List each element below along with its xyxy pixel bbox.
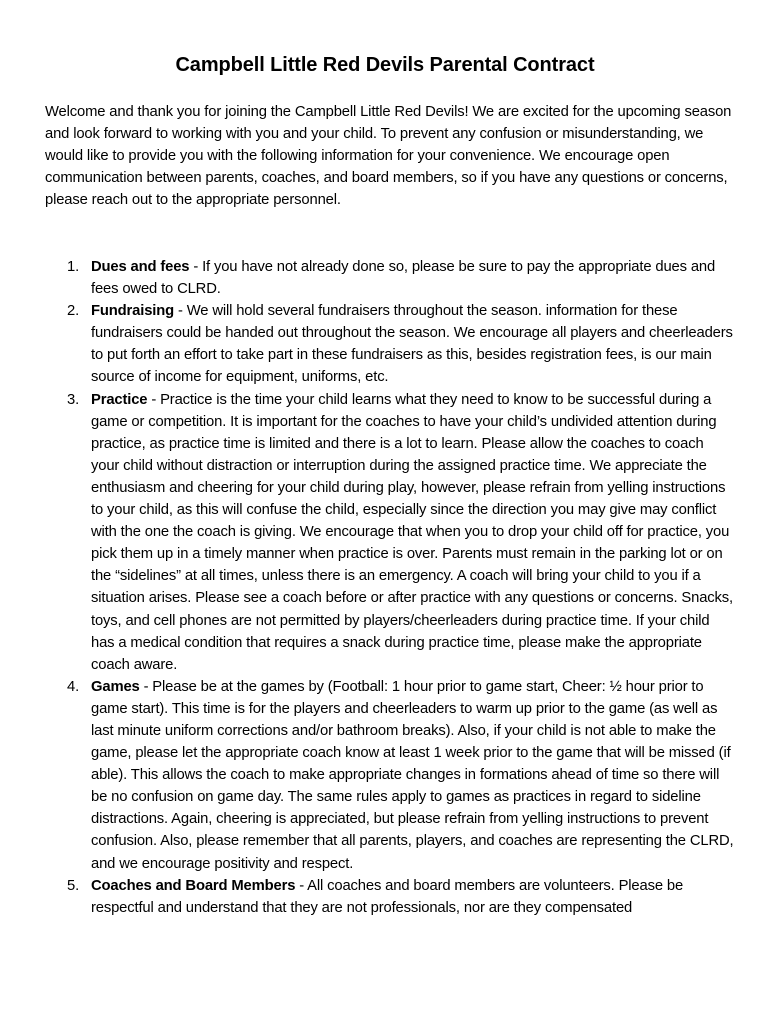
list-item xyxy=(45,300,735,388)
list-term: Games xyxy=(91,678,140,695)
intro-paragraph: Welcome and thank you for joining the Campbell Little Red Devils! We are excited for the upcoming season and look forward to working with you and your child. To prevent any confusion or misunderstanding, we would like to provide you with the following information for your convenience. We encourage open communication between parents, coaches, and board members, so if you have any questions or concerns, please reach out to the appropriate personnel. xyxy=(45,104,732,209)
document-title: Campbell Little Red Devils Parental Contract xyxy=(175,54,595,76)
list-item xyxy=(45,676,735,875)
list-item xyxy=(45,875,735,919)
list-item xyxy=(45,256,735,300)
list-term: Dues and fees xyxy=(91,259,190,275)
list-text: - We will hold several fundraisers throughout the season. information for these fundraisers could be handed out throughout the season. We encourage all players and cheerleaders to put forth an effort to take part in these fundraisers as this, besides registration fees, is our main source of income for equipment, uniforms, etc. xyxy=(91,303,733,386)
list-item xyxy=(45,389,735,676)
contract-list xyxy=(45,256,735,919)
list-text: - All coaches and board members are volunteers. Please be respectful and understand that they are not professionals, nor are they compensated xyxy=(91,877,684,916)
list-number: 1. xyxy=(67,259,80,275)
list-term: Fundraising xyxy=(91,303,175,320)
list-term: Practice xyxy=(91,391,148,408)
list-term: Coaches and Board Members xyxy=(91,877,296,894)
list-text: - Practice is the time your child learns what they need to know to be successful during a game or competition. It is important for the coaches to have your child’s undivided attention during practice, as practice time is limited and there is a lot to learn. Please allow the coaches to coach your child without distraction or interruption during the assigned practice time. We appreciate the enthusiasm and cheering for your child during play, however, please refrain from yelling instructions to your child, as this will confuse the child, especially since the direction you may give may conflict with the one the coach is giving. We encourage that when you to drop your child off for practice, you pick them up in a timely manner when practice is over. Parents must remain in the parking lot or on the “sidelines” at all times, unless there is an emergency. A coach will bring your child to you if a situation arises. Please see a coach before or after practice with any questions or concerns. Snacks, toys, and cell phones are not permitted by players/cheerleaders during practice time. If your child has a medical condition that requires a snack during practice time, please make the appropriate coach aware. xyxy=(91,391,734,673)
list-number: 4. xyxy=(67,678,80,695)
list-text: - Please be at the games by (Football: 1 hour prior to game start, Cheer: ½ hour prior to game start). This time is for the players and cheerleaders to warm up prior to the game (as well as last minute uniform corrections and/or bathroom breaks). Also, if your child is not able to make the game, please let the appropriate coach know at least 1 week prior to the game that will be missed (if able). This allows the coach to make appropriate changes in formations ahead of time so there will be no confusion on game day. The same rules apply to games as practices in regard to sideline distractions. Again, cheering is appreciated, but please refrain from yelling instructions to prevent confusion. Also, please remember that all parents, players, and coaches are representing the CLRD, and we encourage positivity and respect. xyxy=(91,678,734,872)
list-text: - If you have not already done so, please be sure to pay the appropriate dues and fees owed to CLRD. xyxy=(91,259,716,298)
list-number: 2. xyxy=(67,303,80,320)
list-number: 5. xyxy=(67,877,80,894)
list-number: 3. xyxy=(67,391,80,408)
